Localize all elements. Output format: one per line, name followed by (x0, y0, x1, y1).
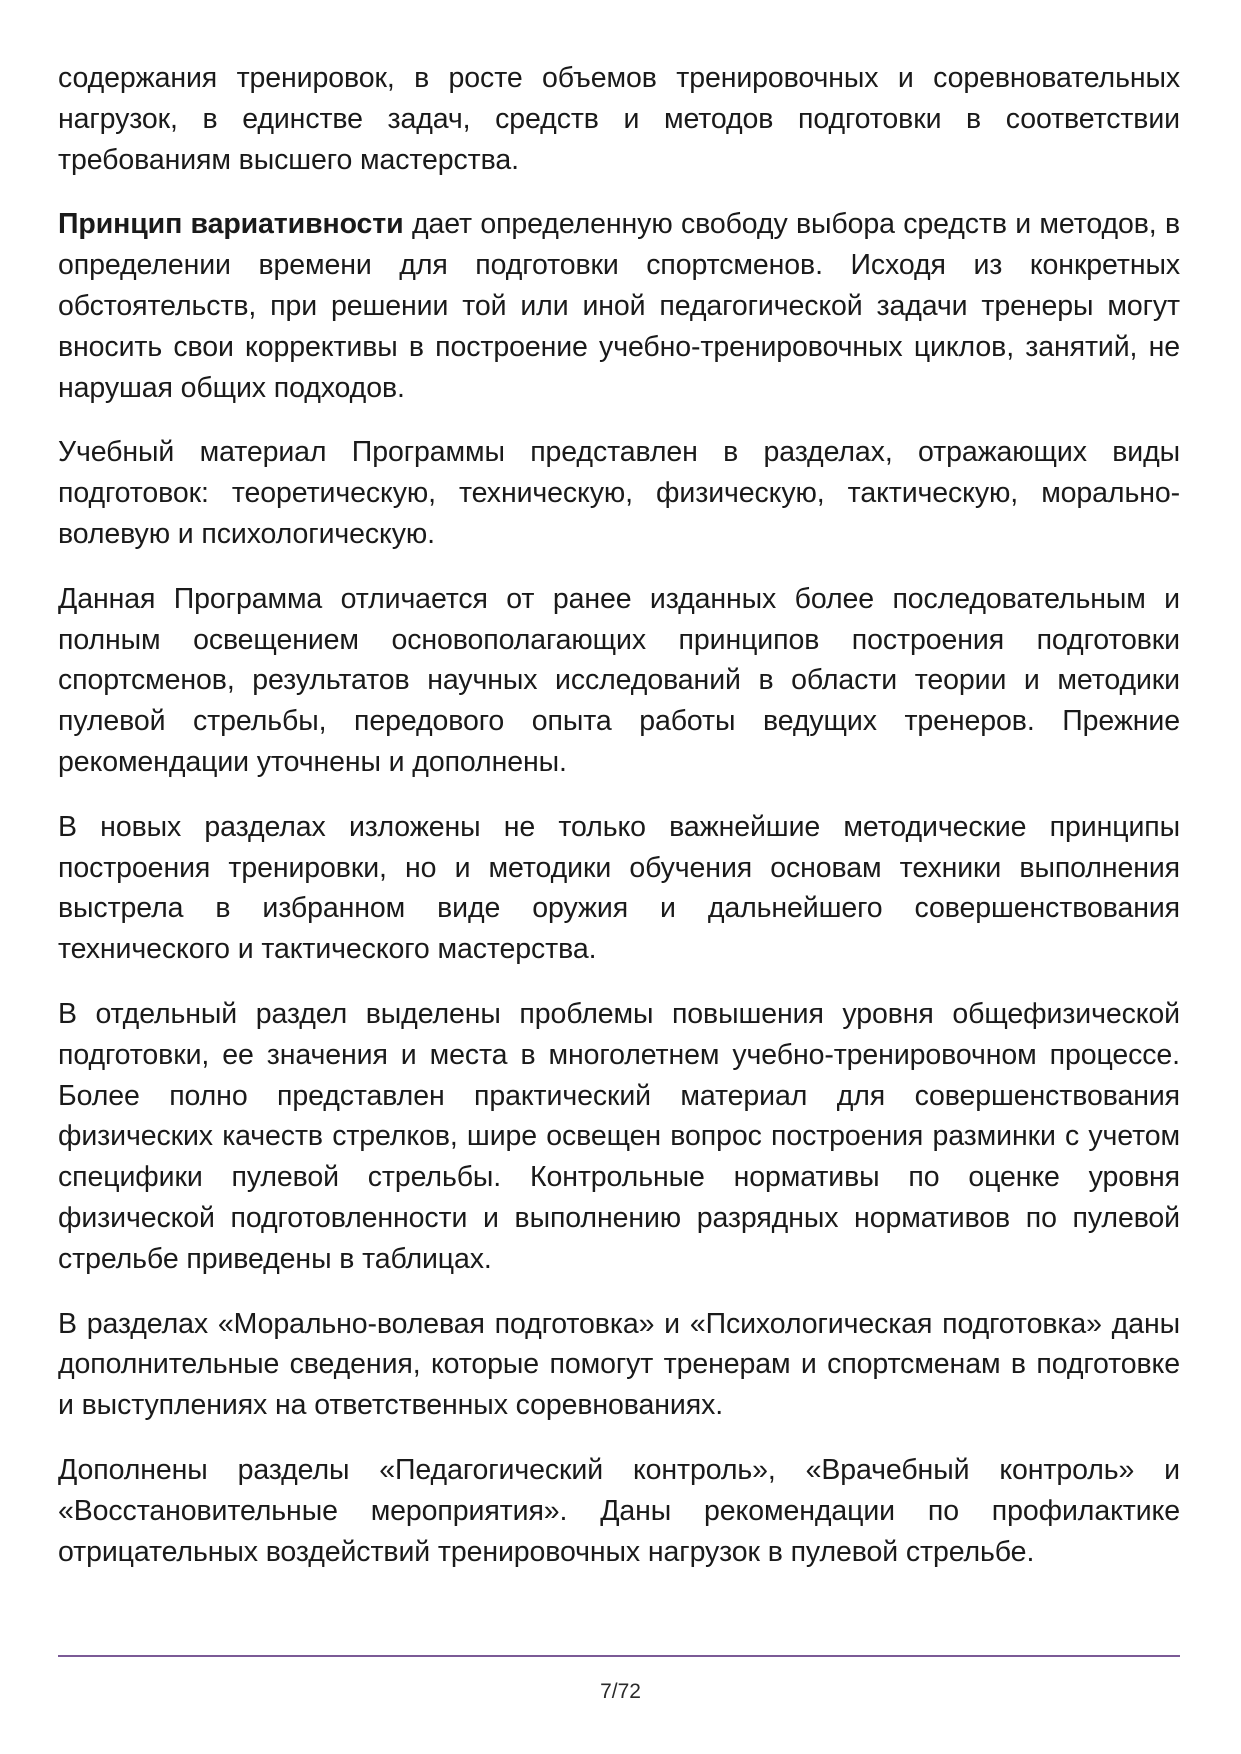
paragraph-text: В разделах «Морально-волевая подготовка» и «Психологическая подготовка» даны дополнительные сведения, которые помогут тренерам и спортсменам в подготовке и выступлениях на ответственных соревнованиях. (58, 1307, 1180, 1422)
paragraph-variativity-principle (58, 204, 1180, 408)
paragraph-text: дает определенную свободу выбора средств и методов, в определении времени для подготовки спортсменов. Исходя из конкретных обстоятельств, при решении той или иной педагогической задачи тренеры могут вносить свои коррективы в построение учебно-тренировочных циклов, занятий, не нарушая общих подходов. (58, 208, 1180, 404)
paragraph-continuation (58, 58, 1180, 180)
paragraph-text: содержания тренировок, в росте объемов тренировочных и соревновательных нагрузок, в единстве задач, средств и методов подготовки в соответствии требованиям высшего мастерства. (58, 62, 1180, 176)
paragraph-physical-training (58, 994, 1180, 1280)
paragraph-text: Дополнены разделы «Педагогический контроль», «Врачебный контроль» и «Восстановительные мероприятия». Даны рекомендации по профилактике отрицательных воздействий тренировочных нагрузок в пулевой стрельбе. (58, 1453, 1180, 1568)
paragraph-lead-term: Принцип вариативности (58, 208, 404, 241)
paragraph-text: В новых разделах изложены не только важнейшие методические принципы построения тренировки, но и методики обучения основам техники выполнения выстрела в избранном виде оружия и дальнейшего совершенствования технического и тактического мастерства. (58, 810, 1180, 966)
page-number: 7/72 (600, 1680, 641, 1703)
paragraph-psychological-training (58, 1304, 1180, 1426)
paragraph-program-differences (58, 579, 1180, 783)
paragraph-new-sections (58, 807, 1180, 970)
paragraph-text: В отдельный раздел выделены проблемы повышения уровня общефизической подготовки, ее значения и места в многолетнем учебно-тренировочном процессе. Более полно представлен практический материал для совершенствования физических качеств стрелков, шире освещен вопрос построения разминки с учетом специфики пулевой стрельбы. Контрольные нормативы по оценке уровня физической подготовленности и выполнению разрядных нормативов по пулевой стрельбе приведены в таблицах. (58, 997, 1180, 1275)
document-body (58, 58, 1180, 1596)
paragraph-text: Данная Программа отличается от ранее изданных более последовательным и полным освещением основополагающих принципов построения подготовки спортсменов, результатов научных исследований в области теории и методики пулевой стрельбы, передового опыта работы ведущих тренеров. Прежние рекомендации уточнены и дополнены. (58, 582, 1180, 778)
paragraph-control-sections (58, 1450, 1180, 1572)
paragraph-training-material (58, 432, 1180, 554)
footer-divider (58, 1655, 1180, 1657)
paragraph-text: Учебный материал Программы представлен в разделах, отражающих виды подготовок: теоретическую, техническую, физическую, тактическую, морально-волевую и психологическую. (58, 436, 1180, 550)
